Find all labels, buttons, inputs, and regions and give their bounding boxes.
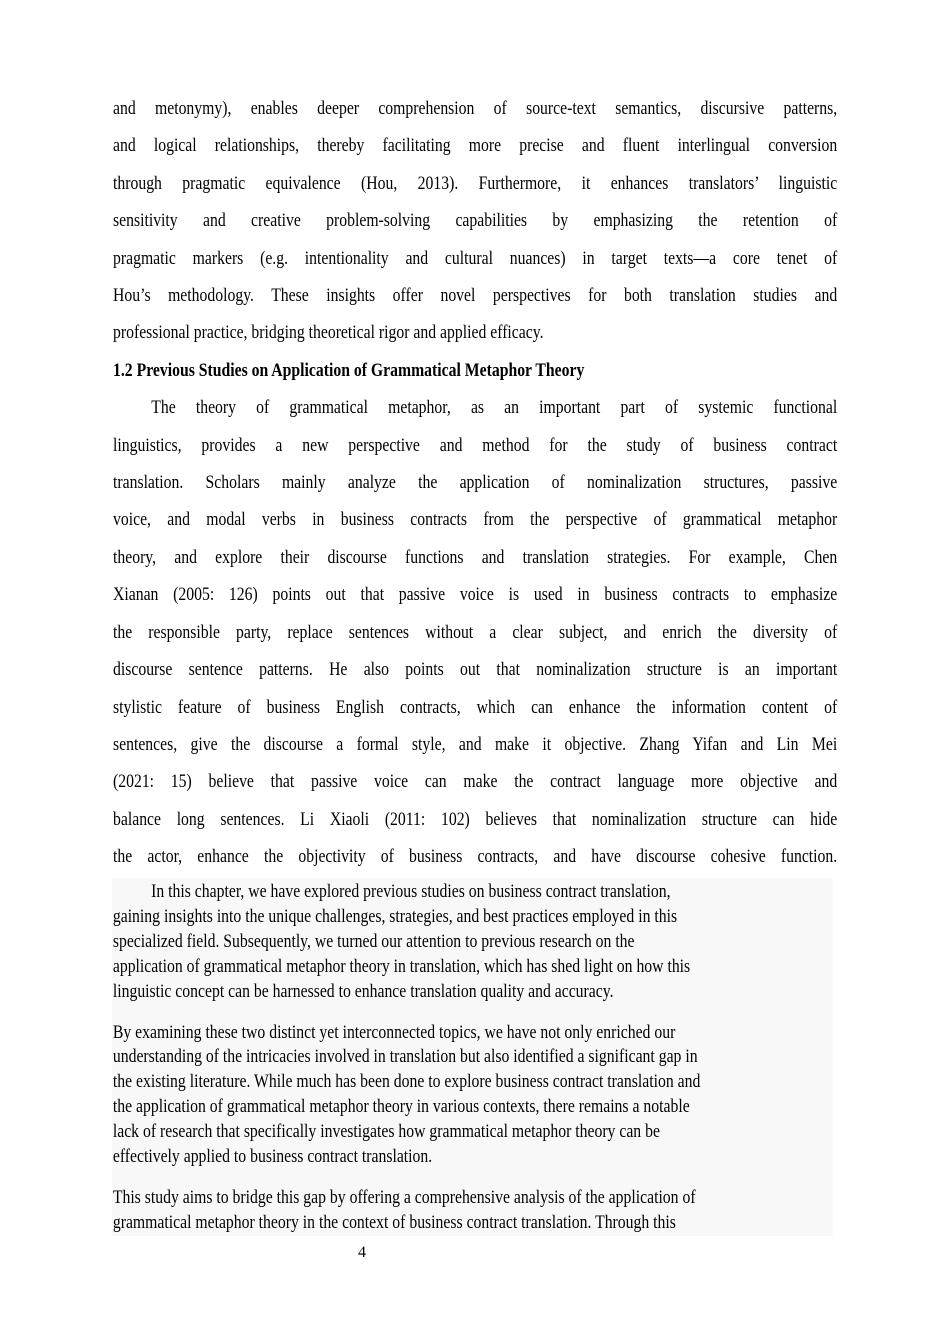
text-line: sentences, give the discourse a formal style, and make it objective. Zhang Yifan and Lin Mei bbox=[113, 734, 838, 755]
text-line: gaining insights into the unique challenges, strategies, and best practices employed in this bbox=[112, 906, 678, 927]
opening-paragraph bbox=[113, 91, 837, 353]
text-line: linguistics, provides a new perspective and method for the study of business contract bbox=[113, 435, 838, 456]
text-line: lack of research that specifically investigates how grammatical metaphor theory can be bbox=[112, 1122, 660, 1143]
text-line: professional practice, bridging theoretical rigor and applied efficacy. bbox=[113, 323, 544, 344]
text-line: specialized field. Subsequently, we turned our attention to previous research on the bbox=[112, 931, 635, 952]
text-line: theory, and explore their discourse functions and translation strategies. For example, Chen bbox=[113, 547, 838, 568]
main-text-block bbox=[113, 91, 837, 877]
text-line: (2021: 15) believe that passive voice can make the contract language more objective and bbox=[113, 772, 838, 793]
text-line: Hou’s methodology. These insights offer novel perspectives for both translation studies and bbox=[113, 286, 838, 307]
text-line: By examining these two distinct yet interconnected topics, we have not only enriched our bbox=[112, 1022, 676, 1043]
study-aim-paragraph bbox=[113, 1186, 833, 1236]
shaded-text-section bbox=[112, 878, 833, 1236]
literature-review-paragraph bbox=[113, 390, 837, 876]
text-line: the existing literature. While much has been done to explore business contract translation and bbox=[112, 1072, 701, 1093]
text-line: discourse sentence patterns. He also points out that nominalization structure is an important bbox=[113, 660, 838, 681]
text-line: through pragmatic equivalence (Hou, 2013). Furthermore, it enhances translators’ linguistic bbox=[113, 173, 838, 194]
research-gap-paragraph bbox=[113, 1021, 833, 1170]
text-line: application of grammatical metaphor theory in translation, which has shed light on how this bbox=[112, 956, 691, 977]
page-number: 4 bbox=[358, 1244, 366, 1261]
text-line: the responsible party, replace sentences without a clear subject, and enrich the diversity of bbox=[113, 622, 838, 643]
text-line: Xianan (2005: 126) points out that passive voice is used in business contracts to emphasize bbox=[113, 585, 838, 606]
text-line: sensitivity and creative problem-solving capabilities by emphasizing the retention of bbox=[113, 211, 838, 232]
text-line: In this chapter, we have explored previous studies on business contract translation, bbox=[151, 882, 671, 902]
text-line: The theory of grammatical metaphor, as an important part of systemic functional bbox=[151, 398, 838, 419]
text-line: translation. Scholars mainly analyze the application of nominalization structures, passive bbox=[113, 473, 838, 494]
text-line: voice, and modal verbs in business contracts from the perspective of grammatical metaphor bbox=[113, 510, 838, 531]
text-line: and logical relationships, thereby facilitating more precise and fluent interlingual conversion bbox=[113, 136, 838, 157]
section-heading: 1.2 Previous Studies on Application of Grammatical Metaphor Theory bbox=[113, 360, 585, 381]
text-line: effectively applied to business contract translation. bbox=[112, 1147, 433, 1168]
text-line: linguistic concept can be harnessed to enhance translation quality and accuracy. bbox=[112, 981, 614, 1002]
text-line: balance long sentences. Li Xiaoli (2011: 102) believes that nominalization structure can hide bbox=[113, 809, 838, 830]
text-line: stylistic feature of business English contracts, which can enhance the information content of bbox=[113, 697, 838, 718]
text-line: understanding of the intricacies involved in translation but also identified a significant gap in bbox=[112, 1047, 698, 1068]
text-line: the application of grammatical metaphor theory in various contexts, there remains a notable bbox=[112, 1097, 690, 1118]
text-line: the actor, enhance the objectivity of business contracts, and have discourse cohesive function. bbox=[113, 847, 838, 868]
text-line: and metonymy), enables deeper comprehension of source-text semantics, discursive patterns, bbox=[113, 99, 838, 119]
text-line: This study aims to bridge this gap by offering a comprehensive analysis of the application of bbox=[112, 1187, 696, 1208]
chapter-summary-paragraph bbox=[113, 880, 833, 1005]
text-line: grammatical metaphor theory in the context of business contract translation. Through this bbox=[112, 1212, 676, 1233]
text-line: pragmatic markers (e.g. intentionality and cultural nuances) in target texts—a core tenet of bbox=[113, 248, 838, 269]
